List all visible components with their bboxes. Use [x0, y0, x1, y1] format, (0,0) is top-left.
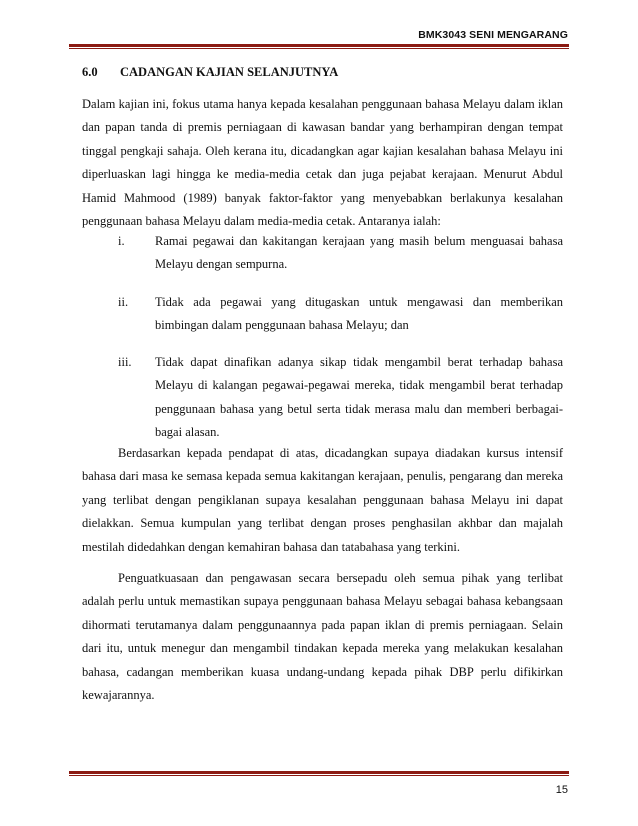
- page-number: 15: [555, 784, 568, 796]
- footer-rule-thin: [69, 775, 569, 776]
- list-item-text: Ramai pegawai dan kakitangan kerajaan yang masih belum menguasai bahasa Melayu dengan sempurna.: [155, 234, 563, 272]
- list-item-number: ii.: [118, 295, 129, 309]
- list-item-text: Tidak dapat dinafikan adanya sikap tidak mengambil berat terhadap bahasa Melayu di kalangan pegawai-pegawai mereka, tidak mengambil berat terhadap penggunaan bahasa yang betul serta tidak merasa malu dan memberi berbagai-bagai alasan.: [155, 355, 563, 440]
- list-item-number: i.: [118, 234, 125, 248]
- body-paragraph: Penguatkuasaan dan pengawasan secara bersepadu oleh semua pihak yang terlibat adalah perlu untuk memastikan supaya penggunaan bahasa Melayu sebagai bahasa kebangsaan dihormati terutamanya dalam penggunaannya pada papan iklan di premis perniagaan. Selain dari itu, untuk menegur dan mengambil tindakan kepada mereka yang melakukan kesalahan bahasa, cadangan memberikan kuasa undang-undang kepada pihak DBP perlu difikirkan kewajarannya.: [82, 571, 563, 703]
- section-number: 6.0: [82, 65, 98, 79]
- list-item-number: iii.: [118, 355, 132, 369]
- list-item-text: Tidak ada pegawai yang ditugaskan untuk mengawasi dan memberikan bimbingan dalam penggunaan bahasa Melayu; dan: [155, 295, 563, 333]
- footer-rule: [69, 771, 569, 774]
- body-paragraph: Berdasarkan kepada pendapat di atas, dicadangkan supaya diadakan kursus intensif bahasa dari masa ke semasa kepada semua kakitangan kerajaan, penulis, pengarang dan mereka yang terlibat dengan pengiklanan supaya kesalahan penggunaan bahasa Melayu ini dapat dielakkan. Semua kumpulan yang terlibat dengan proses penghasilan akhbar dan majalah mestilah didedahkan dengan kemahiran bahasa dan tatabahasa yang terkini.: [82, 446, 563, 554]
- header-rule: [69, 44, 569, 47]
- header-rule-thin: [69, 48, 569, 49]
- section-heading: [82, 65, 338, 80]
- running-header: BMK3043 SENI MENGARANG: [418, 29, 568, 41]
- section-title: CADANGAN KAJIAN SELANJUTNYA: [120, 65, 339, 79]
- intro-paragraph: Dalam kajian ini, fokus utama hanya kepada kesalahan penggunaan bahasa Melayu dalam iklan dan papan tanda di premis perniagaan di kawasan bandar yang berhampiran dengan tempat tinggal pengkaji sahaja. Oleh kerana itu, dicadangkan agar kajian kesalahan bahasa Melayu ini diperluaskan lagi hingga ke media-media cetak dan juga pejabat kerajaan. Menurut Abdul Hamid Mahmood (1989) banyak faktor-faktor yang menyebabkan berlakunya kesalahan penggunaan bahasa Melayu dalam media-media cetak. Antaranya ialah:: [82, 97, 563, 229]
